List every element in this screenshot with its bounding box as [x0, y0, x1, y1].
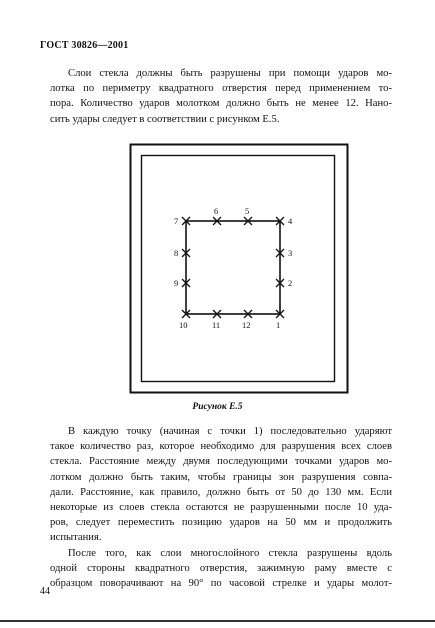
- point-label-4: 4: [288, 216, 293, 226]
- point-label-11: 11: [212, 320, 221, 330]
- point-label-3: 3: [288, 248, 293, 258]
- text-line: образцом поворачивают на 90° по часовой стрелке и удары молот-: [50, 578, 392, 590]
- point-label-10: 10: [179, 320, 188, 330]
- text-line: Слои стекла должны быть разрушены при помощи ударов мо-: [68, 68, 392, 79]
- procedure-paragraph: [50, 424, 392, 546]
- text-line: испытания.: [50, 532, 102, 544]
- text-line: После того, как слои многослойного стекла разрушены вдоль: [68, 548, 392, 559]
- point-label-1: 1: [276, 320, 281, 330]
- inner-frame: [142, 156, 335, 382]
- text-line: одной стороны квадратного отверстия, зажимную раму вместе с: [50, 563, 392, 575]
- text-line: лотком должно быть таким, чтобы границы зон разрушения совпа-: [50, 471, 392, 483]
- point-label-6: 6: [214, 206, 219, 216]
- page-number: 44: [40, 586, 50, 597]
- text-line: такое количество раз, которое необходимо для разрушения всех слоев: [50, 441, 392, 453]
- outer-frame: [131, 145, 348, 393]
- text-line: пора. Количество ударов молотком должно быть не менее 12. Нано-: [50, 98, 392, 110]
- text-line: дали. Расстояние, как правило, должно быть от 50 до 130 мм. Если: [50, 486, 392, 498]
- point-label-12: 12: [242, 320, 251, 330]
- point-label-5: 5: [245, 206, 250, 216]
- text-line: стекла. Расстояние между двумя последующими точками ударов мо-: [50, 456, 392, 468]
- page-edge-divider: [0, 620, 435, 622]
- square-opening: [186, 221, 280, 314]
- text-line: лотка по периметру квадратного отверстия перед применением то-: [50, 83, 392, 95]
- point-label-8: 8: [174, 248, 179, 258]
- text-line: ров, следует переместить позицию ударов на 50 мм и продолжить: [50, 517, 392, 529]
- rotation-paragraph: [50, 546, 392, 592]
- text-line: В каждую точку (начиная с точки 1) последовательно ударяют: [68, 426, 392, 437]
- text-line: некоторые из слоев стекла остаются не разрушенными после 10 уда-: [50, 502, 392, 514]
- point-label-7: 7: [174, 216, 179, 226]
- text-line: сить удары следует в соответствии с рисунком Е.5.: [50, 113, 280, 125]
- document-header: ГОСТ 30826—2001: [40, 40, 129, 51]
- figure-caption: Рисунок Е.5: [192, 402, 243, 412]
- point-label-2: 2: [288, 278, 293, 288]
- point-label-9: 9: [174, 278, 179, 288]
